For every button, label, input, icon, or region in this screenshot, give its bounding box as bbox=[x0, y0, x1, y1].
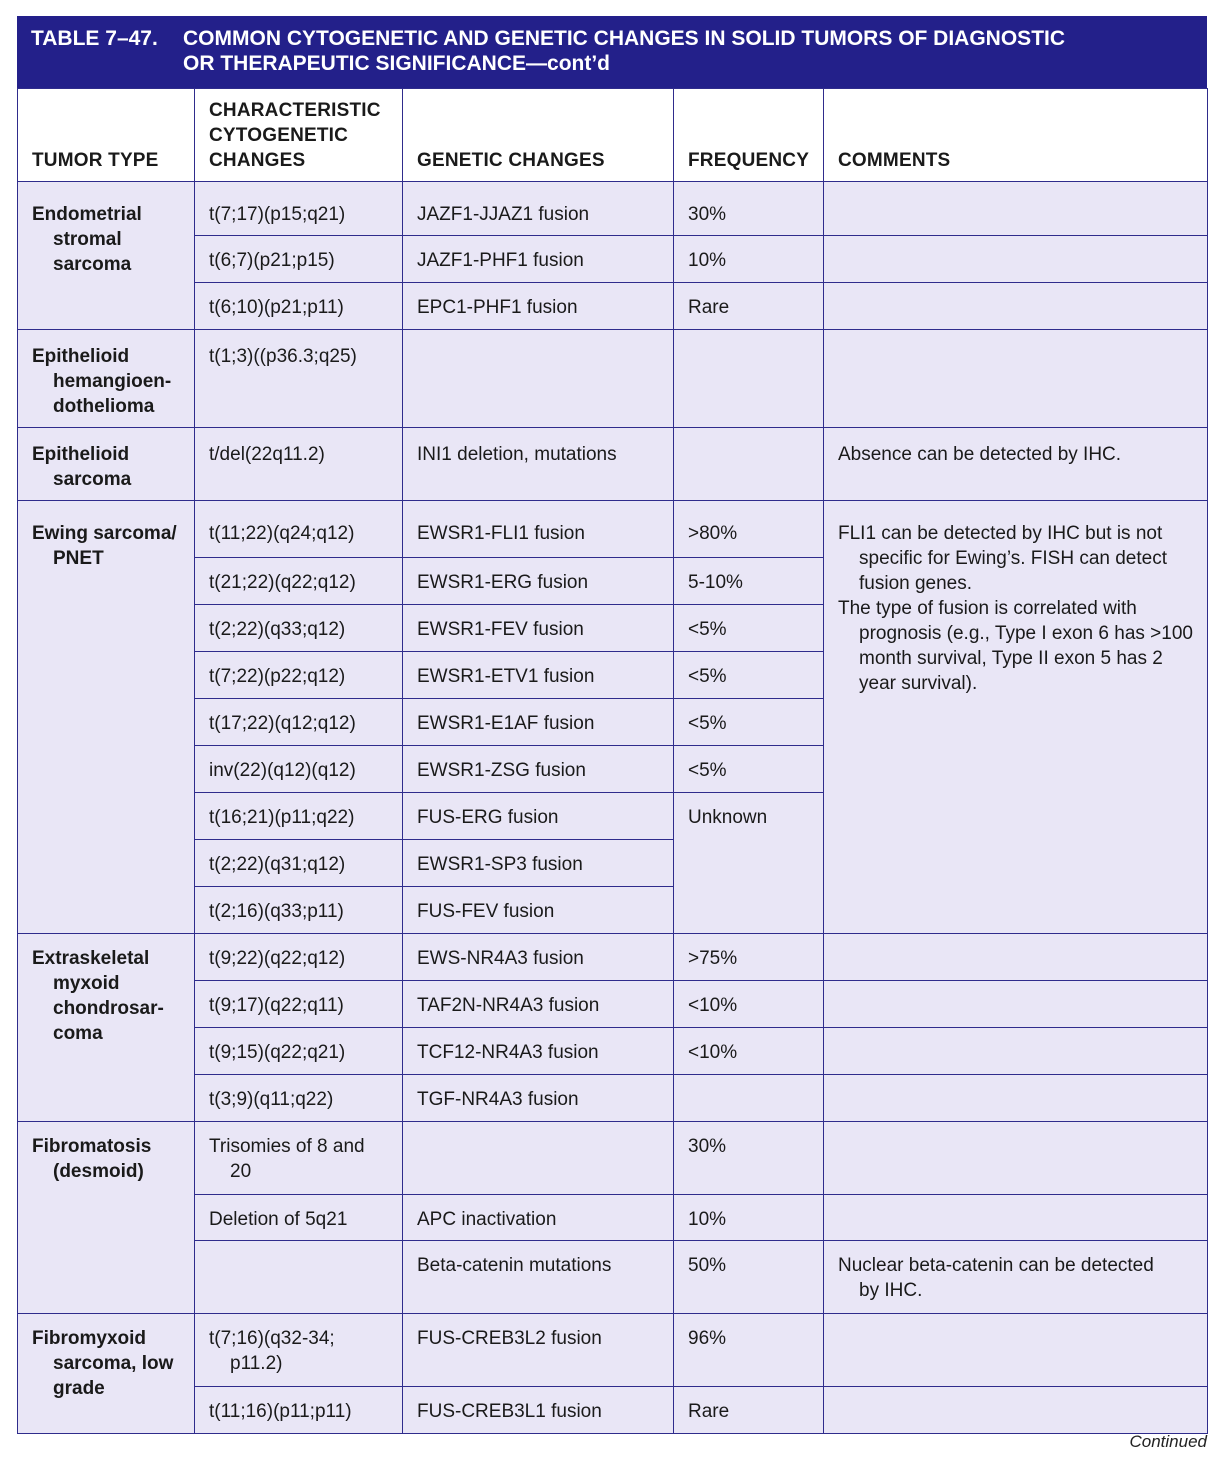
table-row bbox=[18, 236, 1208, 283]
comment-line: Nuclear beta-catenin can be detected bbox=[838, 1255, 1154, 1276]
table-row bbox=[18, 182, 1208, 236]
gene-cell: JAZF1-JJAZ1 fusion bbox=[403, 182, 674, 236]
tumor-name-line: hemangioen- bbox=[53, 371, 172, 392]
header-comments: COMMENTS bbox=[824, 89, 1208, 182]
gene-cell: TCF12-NR4A3 fusion bbox=[403, 1028, 674, 1075]
table-row bbox=[18, 1122, 1208, 1195]
cyto-cell: Deletion of 5q21 bbox=[195, 1195, 403, 1241]
tumor-name-line: coma bbox=[53, 1023, 103, 1044]
tumor-name-line: Endometrial bbox=[32, 204, 142, 225]
cyto-cell: t(9;15)(q22;q21) bbox=[195, 1028, 403, 1075]
table-row bbox=[18, 283, 1208, 330]
gene-cell: EWSR1-FEV fusion bbox=[403, 605, 674, 652]
gene-cell: EWSR1-SP3 fusion bbox=[403, 840, 674, 887]
table-container bbox=[17, 16, 1207, 1434]
cyto-cell: inv(22)(q12)(q12) bbox=[195, 746, 403, 793]
comment-cell bbox=[824, 1028, 1208, 1075]
table-row bbox=[18, 428, 1208, 501]
freq-cell: 30% bbox=[674, 182, 824, 236]
table-title-line: OR THERAPEUTIC SIGNIFICANCE—cont’d bbox=[183, 52, 611, 75]
table-title-line: COMMON CYTOGENETIC AND GENETIC CHANGES IN SOLID TUMORS OF DIAGNOSTIC bbox=[183, 27, 1066, 50]
comment-cell bbox=[824, 501, 1208, 934]
header-line: CHANGES bbox=[209, 150, 306, 171]
cyto-cell: t(1;3)((p36.3;q25) bbox=[195, 330, 403, 428]
cyto-cell: t(21;22)(q22;q12) bbox=[195, 558, 403, 605]
table-title bbox=[183, 26, 1195, 88]
gene-cell: INI1 deletion, mutations bbox=[403, 428, 674, 501]
comment-cell bbox=[824, 1241, 1208, 1314]
freq-cell: <10% bbox=[674, 981, 824, 1028]
comment-cell bbox=[824, 1075, 1208, 1122]
table-number: TABLE 7–47. bbox=[31, 27, 158, 50]
table-row bbox=[18, 1387, 1208, 1434]
freq-cell: 10% bbox=[674, 1195, 824, 1241]
continued-label: Continued bbox=[1129, 1432, 1207, 1451]
freq-cell: 10% bbox=[674, 236, 824, 283]
cyto-line: t(7;16)(q32-34; bbox=[209, 1328, 335, 1349]
tumor-name-line: dothelioma bbox=[53, 396, 155, 417]
cyto-cell: t/del(22q11.2) bbox=[195, 428, 403, 501]
tumor-name-line: Ewing sarcoma/ bbox=[32, 523, 177, 544]
cyto-cell: t(3;9)(q11;q22) bbox=[195, 1075, 403, 1122]
freq-cell: <10% bbox=[674, 1028, 824, 1075]
cyto-cell: t(2;22)(q33;q12) bbox=[195, 605, 403, 652]
tumor-type-cell bbox=[18, 330, 195, 428]
table-row bbox=[18, 1241, 1208, 1314]
freq-cell: >80% bbox=[674, 501, 824, 558]
tumor-name-line: Extraskeletal bbox=[32, 948, 150, 969]
freq-cell: Rare bbox=[674, 1387, 824, 1434]
gene-cell: EWSR1-ETV1 fusion bbox=[403, 652, 674, 699]
header-tumor-type: TUMOR TYPE bbox=[18, 89, 195, 182]
freq-cell: Unknown bbox=[674, 793, 824, 934]
cyto-cell: t(16;21)(p11;q22) bbox=[195, 793, 403, 840]
comment-cell bbox=[824, 283, 1208, 330]
freq-cell bbox=[674, 330, 824, 428]
comment-line: year survival). bbox=[859, 673, 978, 694]
comment-line: specific for Ewing’s. FISH can detect bbox=[859, 548, 1167, 569]
freq-cell: 50% bbox=[674, 1241, 824, 1314]
tumor-name-line: Epithelioid bbox=[32, 444, 130, 465]
comment-line: month survival, Type II exon 5 has 2 bbox=[859, 648, 1163, 669]
freq-cell: 5-10% bbox=[674, 558, 824, 605]
gene-cell: FUS-CREB3L1 fusion bbox=[403, 1387, 674, 1434]
gene-cell: TAF2N-NR4A3 fusion bbox=[403, 981, 674, 1028]
cyto-cell: t(9;22)(q22;q12) bbox=[195, 934, 403, 981]
gene-cell bbox=[403, 1122, 674, 1195]
tumor-name-line: Fibromyxoid bbox=[32, 1328, 147, 1349]
tumor-name-line: (desmoid) bbox=[53, 1161, 144, 1182]
tumor-type-cell bbox=[18, 428, 195, 501]
comment-cell bbox=[824, 182, 1208, 236]
freq-cell: <5% bbox=[674, 605, 824, 652]
tumor-name-line: myxoid bbox=[53, 973, 120, 994]
freq-cell: 30% bbox=[674, 1122, 824, 1195]
gene-cell: EWS-NR4A3 fusion bbox=[403, 934, 674, 981]
header-line: CYTOGENETIC bbox=[209, 125, 349, 146]
comment-cell bbox=[824, 934, 1208, 981]
tumor-name-line: sarcoma bbox=[53, 469, 132, 490]
tumor-name-line: Epithelioid bbox=[32, 346, 130, 367]
gene-cell: APC inactivation bbox=[403, 1195, 674, 1241]
tumor-type-cell bbox=[18, 501, 195, 934]
cyto-cell: t(11;16)(p11;p11) bbox=[195, 1387, 403, 1434]
comment-line: prognosis (e.g., Type I exon 6 has >100 bbox=[859, 623, 1193, 644]
cyto-cell: t(6;7)(p21;p15) bbox=[195, 236, 403, 283]
comment-line: fusion genes. bbox=[859, 573, 973, 594]
gene-cell: FUS-ERG fusion bbox=[403, 793, 674, 840]
tumor-type-cell bbox=[18, 934, 195, 1122]
table-row bbox=[18, 934, 1208, 981]
table-row bbox=[18, 330, 1208, 428]
cyto-cell: t(7;17)(p15;q21) bbox=[195, 182, 403, 236]
cytogenetics-table bbox=[17, 88, 1208, 1434]
comment-cell: Absence can be detected by IHC. bbox=[824, 428, 1208, 501]
cyto-cell bbox=[195, 1241, 403, 1314]
cyto-cell: t(7;22)(p22;q12) bbox=[195, 652, 403, 699]
gene-cell: EWSR1-FLI1 fusion bbox=[403, 501, 674, 558]
comment-cell bbox=[824, 981, 1208, 1028]
gene-cell bbox=[403, 330, 674, 428]
table-row bbox=[18, 1028, 1208, 1075]
table-title-bar bbox=[17, 16, 1207, 88]
tumor-type-cell bbox=[18, 1314, 195, 1434]
table-row bbox=[18, 501, 1208, 558]
gene-cell: Beta-catenin mutations bbox=[403, 1241, 674, 1314]
gene-cell: FUS-FEV fusion bbox=[403, 887, 674, 934]
comment-line: The type of fusion is correlated with bbox=[838, 598, 1137, 619]
cyto-cell: t(9;17)(q22;q11) bbox=[195, 981, 403, 1028]
cyto-cell: t(6;10)(p21;p11) bbox=[195, 283, 403, 330]
freq-cell: >75% bbox=[674, 934, 824, 981]
gene-cell: EWSR1-ERG fusion bbox=[403, 558, 674, 605]
comment-cell bbox=[824, 330, 1208, 428]
comment-cell bbox=[824, 1314, 1208, 1387]
freq-cell bbox=[674, 1075, 824, 1122]
cyto-line: Trisomies of 8 and bbox=[209, 1136, 365, 1157]
header-line: CHARACTERISTIC bbox=[209, 100, 381, 121]
freq-cell: 96% bbox=[674, 1314, 824, 1387]
gene-cell: FUS-CREB3L2 fusion bbox=[403, 1314, 674, 1387]
comment-line: FLI1 can be detected by IHC but is not bbox=[838, 523, 1163, 544]
table-row bbox=[18, 1075, 1208, 1122]
freq-cell: <5% bbox=[674, 652, 824, 699]
tumor-name-line: Fibromatosis bbox=[32, 1136, 152, 1157]
tumor-name-line: sarcoma bbox=[53, 254, 132, 275]
comment-cell bbox=[824, 1387, 1208, 1434]
comment-line: by IHC. bbox=[859, 1280, 923, 1301]
cyto-line: 20 bbox=[230, 1161, 252, 1182]
tumor-name-line: stromal bbox=[53, 229, 122, 250]
gene-cell: TGF-NR4A3 fusion bbox=[403, 1075, 674, 1122]
table-row bbox=[18, 1314, 1208, 1387]
freq-cell bbox=[674, 428, 824, 501]
header-genetic-changes: GENETIC CHANGES bbox=[403, 89, 674, 182]
cyto-cell bbox=[195, 1122, 403, 1195]
comment-cell bbox=[824, 1195, 1208, 1241]
tumor-type-cell bbox=[18, 182, 195, 330]
tumor-type-cell bbox=[18, 1122, 195, 1314]
header-row bbox=[18, 89, 1208, 182]
table-row bbox=[18, 1195, 1208, 1241]
gene-cell: EWSR1-ZSG fusion bbox=[403, 746, 674, 793]
tumor-name-line: grade bbox=[53, 1378, 105, 1399]
gene-cell: EPC1-PHF1 fusion bbox=[403, 283, 674, 330]
comment-cell bbox=[824, 1122, 1208, 1195]
gene-cell: JAZF1-PHF1 fusion bbox=[403, 236, 674, 283]
freq-cell: <5% bbox=[674, 699, 824, 746]
cyto-cell: t(2;16)(q33;p11) bbox=[195, 887, 403, 934]
header-frequency: FREQUENCY bbox=[674, 89, 824, 182]
cyto-cell: t(17;22)(q12;q12) bbox=[195, 699, 403, 746]
tumor-name-line: chondrosar- bbox=[53, 998, 164, 1019]
comment-cell bbox=[824, 236, 1208, 283]
cyto-cell bbox=[195, 1314, 403, 1387]
cyto-line: p11.2) bbox=[230, 1353, 283, 1374]
cyto-cell: t(2;22)(q31;q12) bbox=[195, 840, 403, 887]
table-row bbox=[18, 981, 1208, 1028]
gene-cell: EWSR1-E1AF fusion bbox=[403, 699, 674, 746]
freq-cell: Rare bbox=[674, 283, 824, 330]
cyto-cell: t(11;22)(q24;q12) bbox=[195, 501, 403, 558]
tumor-name-line: sarcoma, low bbox=[53, 1353, 174, 1374]
header-cytogenetic-changes bbox=[195, 89, 403, 182]
tumor-name-line: PNET bbox=[53, 548, 104, 569]
freq-cell: <5% bbox=[674, 746, 824, 793]
